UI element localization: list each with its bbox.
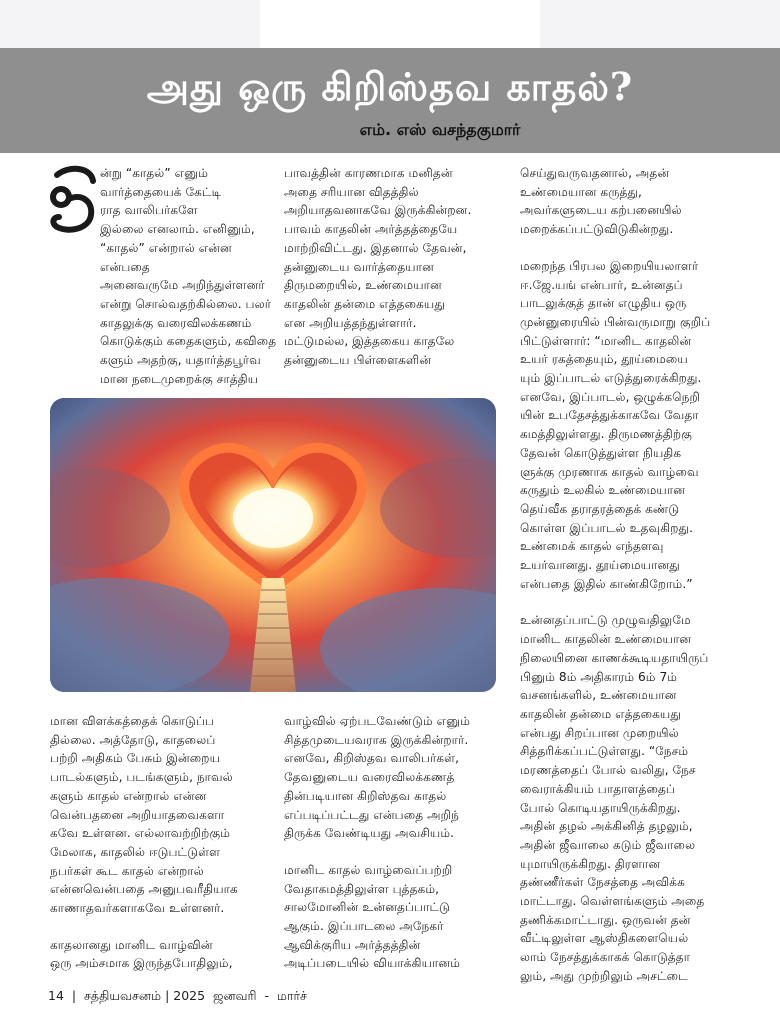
article-author: எம். எஸ் வசந்தகுமார்: [359, 120, 521, 139]
paragraph: காதலானது மானிட வாழ்வின் ஒரு அம்சமாக இருந்தபோதிலும்,: [50, 937, 233, 971]
heart-cloud-stairway-icon: [50, 398, 496, 692]
column-3: [520, 164, 740, 986]
paragraph: மான விளக்கத்தைக் கொடுப்ப தில்லை. அத்தோடு, காதலைப் பற்றி அதிகம் பேசும் இன்றைய பாடல்களும், படங்களும், நாவல் களும் காதல் என்றால் என்ன வென்பதனை அறியாதவைகளா கவே உள்ளன. எல்லாவற்றிற்கும் மேலாக, காதலில் ஈடுபட்டுள்ள நபர்கள் கூட காதல் என்றால் என்னவென்பதை அனுபவரீதியாக காணாதவர்களாகவே உள்ளனர்.: [50, 714, 238, 916]
article-title: அது ஒரு கிறிஸ்தவ காதல்?: [146, 64, 634, 109]
drop-cap-icon: [47, 163, 99, 235]
background-shape: [540, 0, 780, 48]
paragraph: மறைந்த பிரபல இறையியலாளர் ஈ.ஜே.யங் என்பார், உன்னதப் பாடலுக்குத் தான் எழுதிய ஒரு முன்னுரையில் பின்வருமாறு குறிப் பிட்டுள்ளார்: “மானிட காதலின் உயர் ரகத்தையும், தூய்மையை யும் இப்பாடல் எடுத்துரைக்கிறது. எனவே, இப்பாடல், ஒழுக்கநெறி யின் உபதேசத்துக்காகவே வேதா கமத்திலுள்ளது. திருமணத்திற்கு தேவன் கொடுத்துள்ள நியதிக ளுக்கு முரணாக காதல் வாழ்வை கருதும் உலகில் உண்மையான தெய்வீக தராதரத்தைக் கண்டு கொள்ள இப்பாடல் உதவுகிறது. உண்மைக் காதல் எந்தளவு உயர்வானது. தூய்மையானது என்பதை இதில் காண்கிறோம்.”: [520, 258, 711, 591]
paragraph: வாழ்வில் ஏற்படவேண்டும் எனும் சித்தமுடையவராக இருக்கின்றார். எனவே, கிறிஸ்தவ வாலிபர்கள், தேவனுடைய வரைவிலக்கணத் தின்படியான கிறிஸ்தவ காதல் எப்படிப்பட்டது என்பதை அறிந் திருக்க வேண்டியது அவசியம்.: [284, 714, 471, 841]
paragraph: ன்று “காதல்” எனும் வார்த்தையைக் கேட்டி ராத வாலிபர்களே இல்லை எனலாம். எனினும், “காதல்” என்றால் என்ன என்பதை அனைவருமே அறிந்துள்ளனர் என்று சொல்வதற்கில்லை. பலர் காதலுக்கு வரைவிலக்கணம் கொடுக்கும் கதைகளும், கவிதை களும் அதற்கு, யதார்த்தபூர்வ மான நடைமுறைக்கு சாத்திய: [100, 166, 277, 386]
background-shape: [0, 0, 260, 48]
paragraph: மானிட காதல் வாழ்வைப்பற்றி வேதாகமத்திலுள்ள புத்தகம், சாலமோனின் உன்னதப்பாட்டு ஆகும். இப்பாடலை அநேகர் ஆவிக்குரிய அர்த்தத்தின் அடிப்படையில் வியாக்கியானம்: [284, 862, 461, 971]
paragraph: பாவத்தின் காரணமாக மனிதன் அதை சரியான விதத்தில் அறியாதவனாகவே இருக்கின்றன. பாவம் காதலின் அர்த்தத்தையே மாற்றிவிட்டது. இதனால் தேவன், தன்னுடைய வார்த்தையான திருமறையில், உண்மையான காதலின் தன்மை எத்தகையது என அறியத்தந்துள்ளார். மட்டுமல்ல, இத்தகைய காதலே தன்னுடைய பிள்ளைகளின்: [284, 166, 472, 368]
column-1-top: [100, 164, 280, 388]
column-1-bottom: [50, 712, 270, 973]
paragraph: செய்துவருவதனால், அதன் உண்மையான கருத்து, அவர்களுடைய கற்பனையில் மறைக்கப்பட்டுவிடுகின்றது.: [520, 166, 682, 237]
paragraph: உன்னதப்பாட்டு முழுவதிலுமே மானிட காதலின் உண்மையான நிலையினை காணக்கூடியதாயிருப் பினும் 8ம் அதிகாரம் 6ம் 7ம் வசனங்களில், உண்மையான காதலின் தன்மை எத்தகையது என்பது சிறப்பான முறையில் சித்தரிக்கப்பட்டுள்ளது. “நேசம் மரணத்தைப் போல் வலிது, நேச வைராக்கியம் பாதாளத்தைப் போல் கொடியதாயிருக்கிறது. அதின் தழல் அக்கினித் தழலும், அதின் ஜீவாலை கடும் ஜீவாலை யுமாயிருக்கிறது. திரளான தண்ணீர்கள் நேசத்தை அவிக்க மாட்டாது. வெள்ளங்களும் அதை தணிக்கமாட்டாது. ஒருவன் தன் வீட்டிலுள்ள ஆஸ்திகளையெல் லாம் நேசத்துக்காகக் கொடுத்தா லும், அது முற்றிலும் அசட்டை: [520, 613, 709, 983]
page-footer: 14 | சத்தியவசனம் | 2025 ஜனவரி - மார்ச்: [48, 988, 307, 1003]
column-2-bottom: [284, 712, 504, 973]
column-2-top: [284, 164, 499, 370]
hero-image: [50, 398, 496, 692]
